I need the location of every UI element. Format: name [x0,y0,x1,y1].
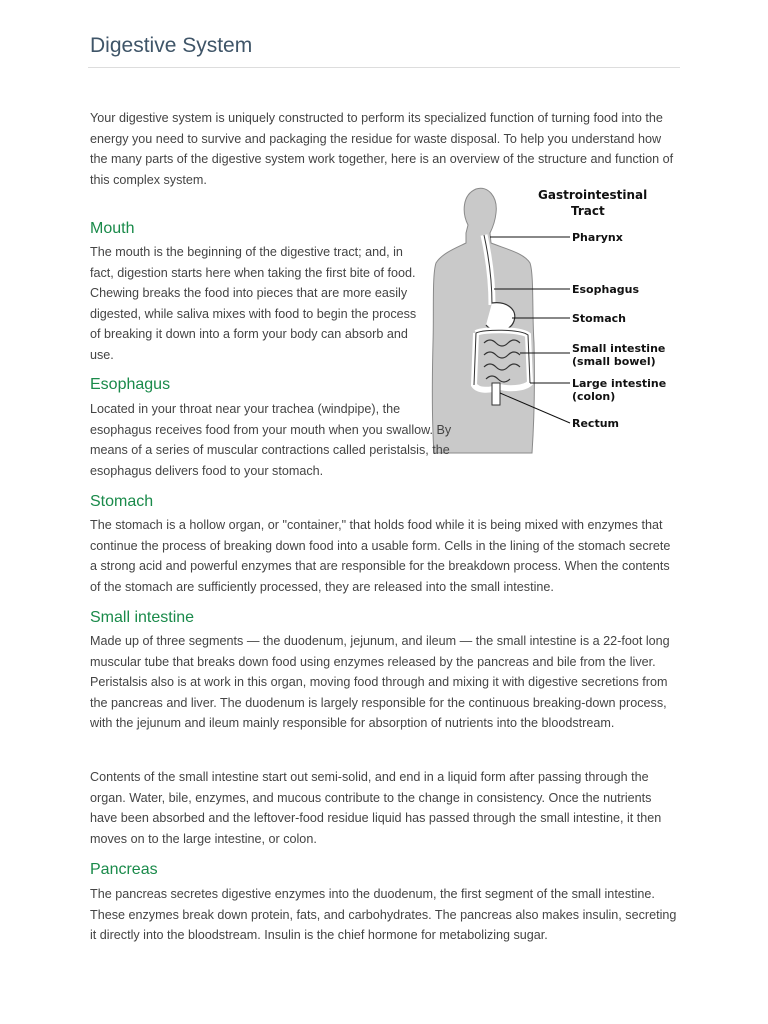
paragraph-small-intestine: Made up of three segments — the duodenum, jejunum, and ileum — the small intestine is a 22-foot long muscular tube that breaks down food using enzymes released by the pancreas and bile from the liver. Peristalsis also is at work in this organ, moving food through and mixing it with digestive secretions from the pancreas and liver. The duodenum is largely responsible for the continuous breaking-down process, with the jejunum and ileum mainly responsible for absorption of nutrients into the bloodstream. [90,634,670,730]
label-colon: (colon) [572,390,616,403]
intro-paragraph: Your digestive system is uniquely constructed to perform its specialized function of turning food into the energy you need to survive and packaging the residue for waste disposal. To help you understand how the many parts of the digestive system work together, here is an overview of the structure and function of this complex system. [90,111,674,187]
label-pharynx: Pharynx [572,231,623,244]
label-small-bowel: (small bowel) [572,355,656,368]
heading-esophagus: Esophagus [90,376,171,393]
title-divider [88,67,680,68]
heading-stomach: Stomach [90,493,154,510]
rectum-shape [492,383,500,405]
label-esophagus: Esophagus [572,283,639,296]
label-small-intestine: Small intestine [572,342,666,355]
paragraph-mouth: The mouth is the beginning of the digestive tract; and, in fact, digestion starts here when taking the first bite of food. Chewing breaks the food into pieces that are more easily digested, while saliva mixes with food to begin the process of breaking it down into a form your body can absorb and use. [90,245,417,362]
diagram-title-line2: Tract [571,204,605,218]
label-large-intestine: Large intestine [572,377,667,390]
heading-mouth: Mouth [90,220,135,237]
diagram-title-line1: Gastrointestinal [538,188,648,202]
paragraph-stomach: The stomach is a hollow organ, or "container," that holds food while it is being mixed with enzymes that continue the process of breaking down food into a usable form. Cells in the lining of the stomach secrete a strong acid and powerful enzymes that are responsible for the breakdown process. When the contents of the stomach are sufficiently processed, they are released into the small intestine. [90,518,671,594]
heading-small-intestine: Small intestine [90,609,195,626]
label-rectum: Rectum [572,417,620,430]
label-stomach: Stomach [572,312,626,325]
heading-pancreas: Pancreas [90,861,158,878]
page-title: Digestive System [90,34,253,57]
paragraph-small-intestine-2: Contents of the small intestine start out semi-solid, and end in a liquid form after passing through the organ. Water, bile, enzymes, and mucous contribute to the change in consistency. Once the nutrients have been absorbed and the leftover-food residue liquid has passed through the small intestine, it then moves on to the large intestine, or colon. [90,770,662,846]
paragraph-esophagus: Located in your throat near your trachea (windpipe), the esophagus receives food from your mouth when you swallow. By means of a series of muscular contractions called peristalsis, the esophagus delivers food to your stomach. [90,402,452,478]
paragraph-pancreas: The pancreas secretes digestive enzymes into the duodenum, the first segment of the small intestine. These enzymes break down protein, fats, and carbohydrates. The pancreas also makes insulin, secreting it directly into the bloodstream. Insulin is the chief hormone for metabolizing sugar. [90,887,677,942]
